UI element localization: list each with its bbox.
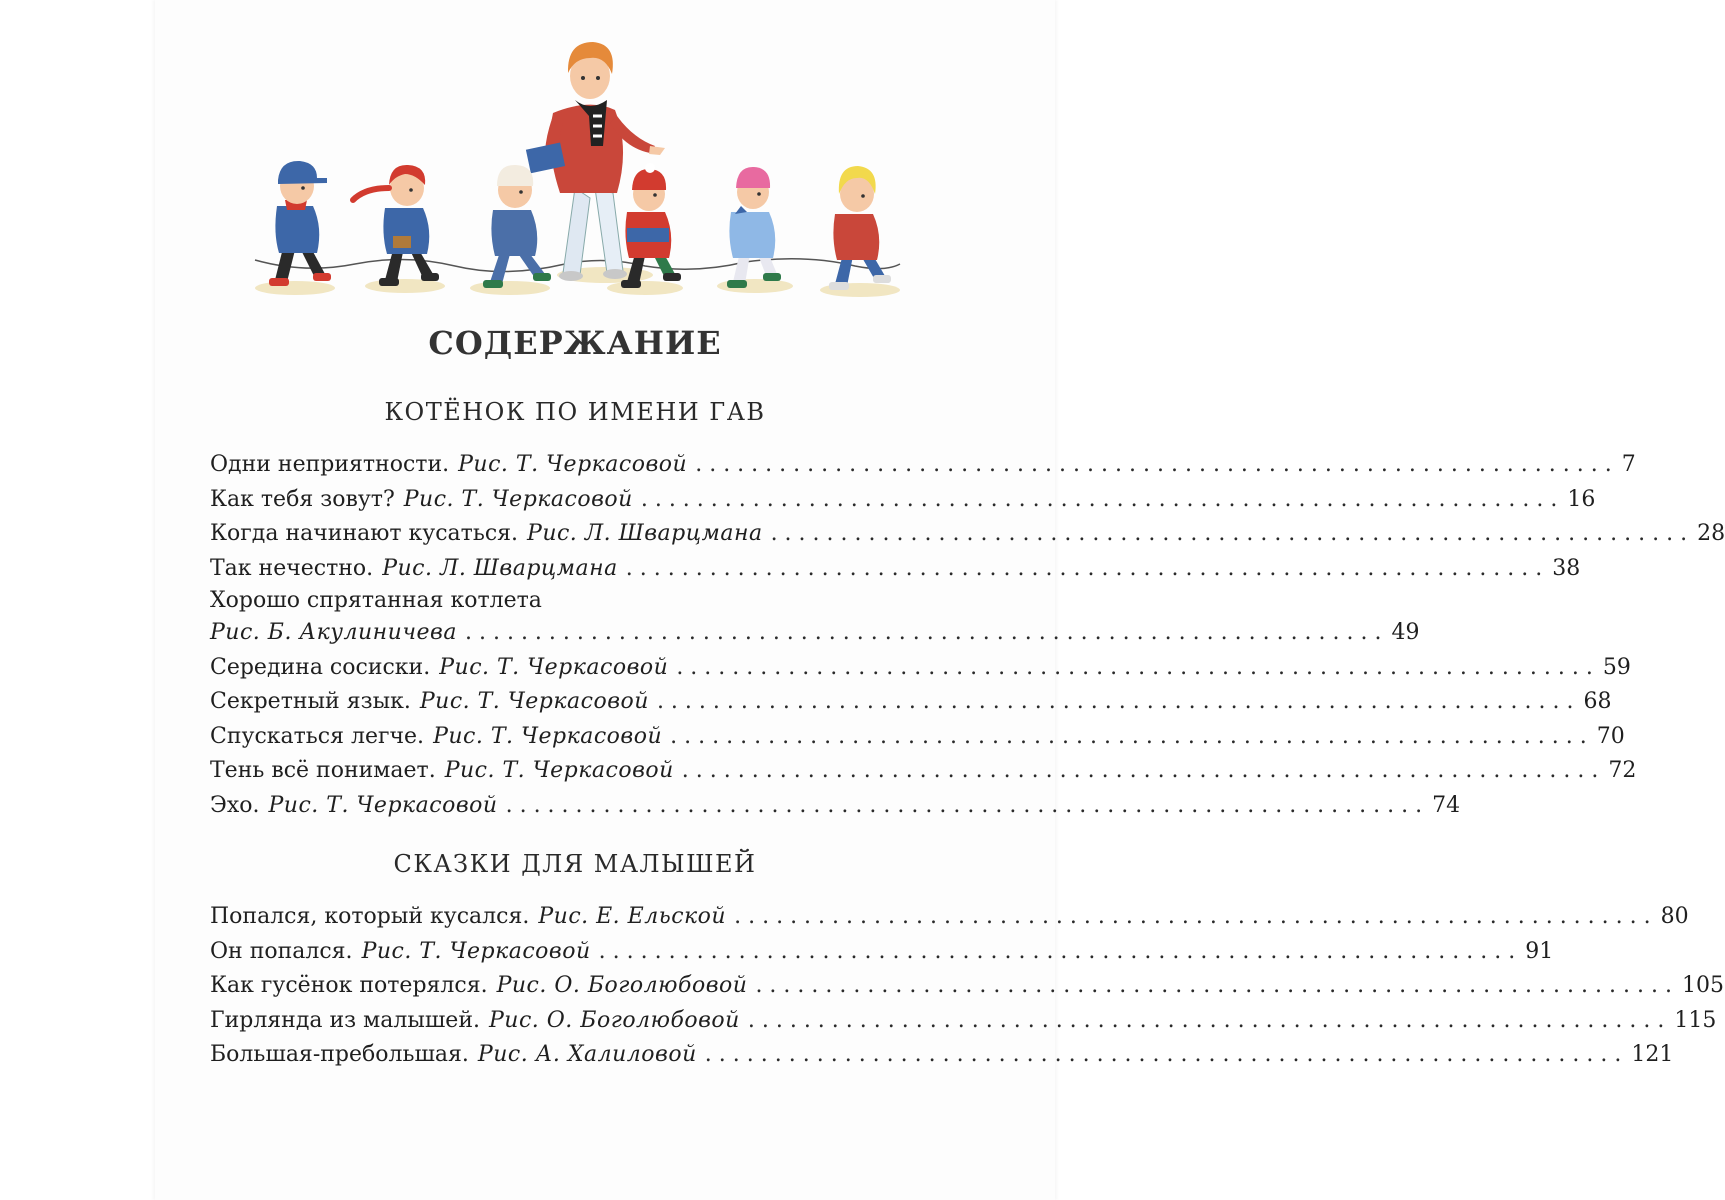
entry-title: Как тебя зовут?: [210, 486, 395, 512]
leader-dots: ..................................................................: [505, 792, 1430, 818]
entry-artist: Рис. Т. Черкасовой: [361, 938, 591, 964]
leader-dots: ..................................................................: [747, 1007, 1672, 1033]
entry-page: 74: [1432, 792, 1461, 818]
contents-heading: СОДЕРЖАНИЕ: [428, 324, 722, 362]
toc-entry[interactable]: [210, 685, 1612, 720]
entry-title: Эхо.: [210, 792, 260, 818]
entry-page: 115: [1674, 1007, 1717, 1033]
leader-dots: ..................................................................: [681, 758, 1606, 783]
teacher-with-children-walking-icon: [245, 28, 905, 303]
entry-artist: Рис. Т. Черкасовой: [433, 723, 663, 749]
entry-page: 70: [1596, 723, 1625, 749]
entry-page: 59: [1602, 654, 1631, 680]
leader-dots: ..................................................................: [734, 904, 1658, 929]
entry-artist: Рис. Т. Черкасовой: [403, 486, 633, 512]
entry-title: Как гусёнок потерялся.: [210, 973, 488, 998]
entry-title: Большая-пребольшая.: [210, 1042, 469, 1067]
toc-entry[interactable]: [210, 900, 1689, 935]
entry-artist: Рис. А. Халиловой: [477, 1042, 697, 1067]
toc-section-1: [210, 448, 1725, 823]
entry-title: Гирлянда из малышей.: [210, 1007, 480, 1033]
entry-title: Он попался.: [210, 938, 353, 964]
entry-page: 28: [1697, 521, 1725, 546]
leader-dots: ..................................................................: [464, 620, 1389, 645]
entry-artist: Рис. Б. Акулиничева: [210, 620, 457, 645]
entry-page: 91: [1525, 938, 1554, 964]
entry-artist: Рис. О. Боголюбовой: [488, 1007, 740, 1033]
toc-entry[interactable]: [210, 448, 1636, 483]
toc-entry[interactable]: [210, 935, 1554, 970]
leader-dots: ..................................................................: [656, 689, 1581, 714]
toc-entry[interactable]: [210, 483, 1596, 518]
toc-section-2: [210, 900, 1724, 1073]
leader-dots: ..................................................................: [704, 1042, 1629, 1067]
entry-artist: Рис. Е. Ельской: [538, 904, 727, 929]
leader-dots: ..................................................................: [695, 452, 1619, 477]
entry-page: 38: [1552, 555, 1581, 581]
entry-title: Секретный язык.: [210, 689, 411, 714]
toc-entry[interactable]: [210, 517, 1725, 552]
toc-entry[interactable]: [210, 754, 1637, 789]
entry-artist: Рис. О. Боголюбовой: [496, 973, 748, 998]
section-title: КОТЁНОК ПО ИМЕНИ ГАВ: [384, 398, 766, 426]
leader-dots: ..................................................................: [598, 938, 1523, 964]
entry-title: Тень всё понимает.: [210, 758, 436, 783]
entry-title: Спускаться легче.: [210, 723, 425, 749]
toc-entry[interactable]: [210, 651, 1631, 686]
entry-page: 72: [1608, 758, 1637, 783]
entry-title: Когда начинают кусаться.: [210, 521, 519, 546]
toc-entry[interactable]: [210, 969, 1724, 1004]
entry-artist: Рис. Т. Черкасовой: [268, 792, 498, 818]
entry-artist: Рис. Л. Шварцмана: [527, 521, 763, 546]
toc-entry[interactable]: [210, 1038, 1674, 1073]
toc-entry[interactable]: [210, 720, 1625, 755]
entry-title: Хорошо спрятанная котлета: [210, 588, 542, 613]
leader-dots: ..................................................................: [640, 486, 1565, 512]
leader-dots: ..................................................................: [676, 654, 1600, 680]
toc-entry[interactable]: [210, 552, 1581, 587]
entry-page: 80: [1660, 904, 1689, 929]
entry-artist: Рис. Т. Черкасовой: [458, 452, 688, 477]
leader-dots: ..................................................................: [670, 723, 1594, 749]
toc-entry-continuation[interactable]: [210, 616, 1420, 651]
entry-page: 121: [1631, 1042, 1674, 1067]
entry-title: Одни неприятности.: [210, 452, 450, 477]
entry-page: 105: [1682, 973, 1724, 998]
section-title: СКАЗКИ ДЛЯ МАЛЫШЕЙ: [393, 850, 757, 878]
entry-page: 49: [1391, 620, 1420, 645]
leader-dots: ..................................................................: [755, 973, 1679, 998]
child-2: [353, 165, 439, 286]
entry-title: Так нечестно.: [210, 555, 374, 581]
entry-artist: Рис. Т. Черкасовой: [439, 654, 669, 680]
child-6: [829, 166, 891, 290]
entry-page: 68: [1583, 689, 1612, 714]
child-5: [727, 167, 781, 288]
toc-entry[interactable]: [210, 789, 1461, 824]
entry-page: 16: [1567, 486, 1596, 512]
toc-entry[interactable]: [210, 586, 940, 616]
leader-dots: ..................................................................: [770, 521, 1695, 546]
entry-artist: Рис. Т. Черкасовой: [444, 758, 674, 783]
entry-artist: Рис. Л. Шварцмана: [382, 555, 618, 581]
entry-artist: Рис. Т. Черкасовой: [419, 689, 649, 714]
entry-title: Середина сосиски.: [210, 654, 431, 680]
toc-entry[interactable]: [210, 1004, 1717, 1039]
leader-dots: ..................................................................: [625, 555, 1550, 581]
child-3: [483, 165, 551, 288]
entry-title: Попался, который кусался.: [210, 904, 530, 929]
entry-page: 7: [1621, 452, 1636, 477]
